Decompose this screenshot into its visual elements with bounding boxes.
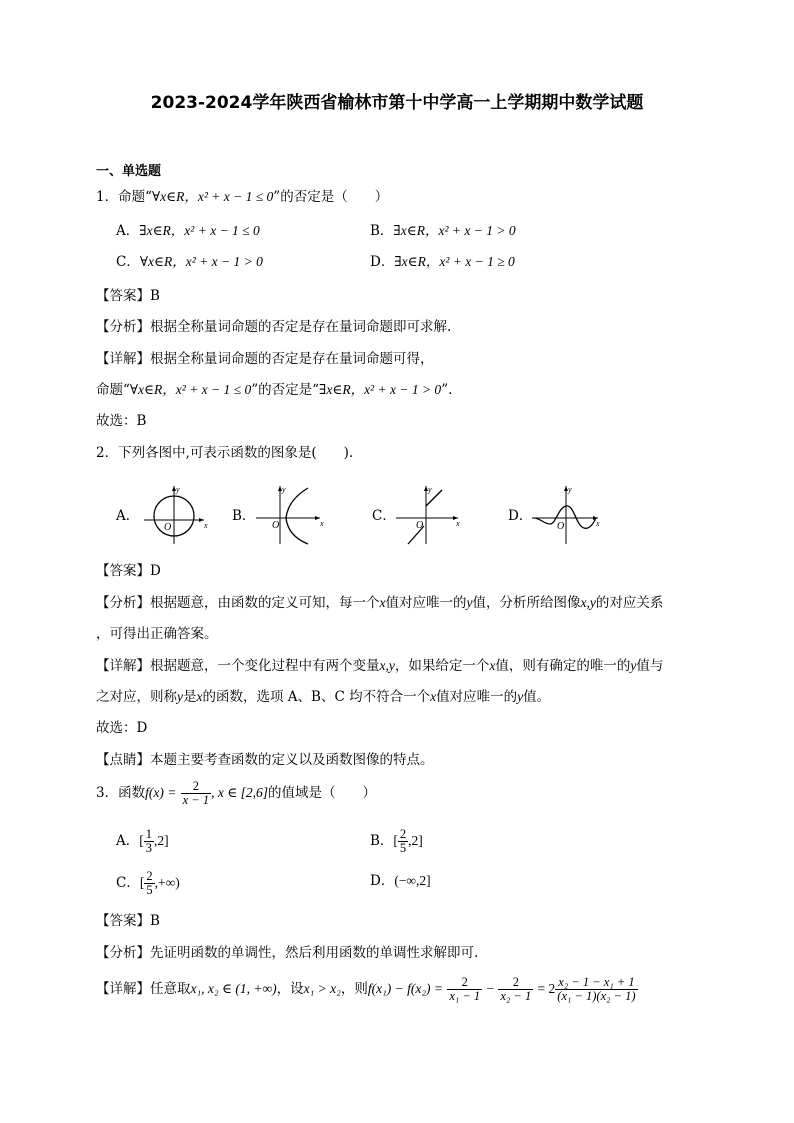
q1-option-d[interactable]: D．∃x∈R，x² + x − 1 ≥ 0 xyxy=(370,254,515,270)
q2-option-c-label[interactable]: C． xyxy=(372,508,396,524)
q2-comment: 【点睛】本题主要考查函数的定义以及函数图像的特点。 xyxy=(96,752,434,768)
page-title: 2023-2024学年陕西省榆林市第十中学高一上学期期中数学试题 xyxy=(150,93,644,113)
q3-option-c[interactable]: C．[ $\frac{2}{5}$ ,+∞) xyxy=(116,869,180,897)
origin-label: O xyxy=(416,520,424,531)
q2-detail-2: 之对应，则称y是x的函数，选项 A、B、C 均不符合一个x值对应唯一的y值。 xyxy=(96,689,551,705)
origin-label: O xyxy=(272,520,280,531)
q2-graph-d[interactable] xyxy=(530,482,604,546)
q1-number: 1． xyxy=(96,189,119,205)
q2-stem: 2．下列各图中,可表示函数的图象是( ). xyxy=(96,445,354,461)
section-heading: 一、单选题 xyxy=(96,164,162,179)
q3-detail: 【详解】任意取x₁, x₂ ∈ (1, +∞)，设x₁ > x₂，则f(x₁) − f(x₂) = $\frac{2}{\text{x₁ − 1}}$ − $\frac{2}{\text{x₂ − 1}}$ = 2 $\frac{\text{x₂ − 1 − x₁ + 1}}{\text{(x₁ − 1)(x₂ − 1)}}$ xyxy=(96,975,636,1003)
q2-graph-b[interactable] xyxy=(254,482,328,546)
q3-answer: 【答案】B xyxy=(96,913,160,929)
parabola-curve xyxy=(286,488,308,544)
q1-detail: 【详解】根据全称量词命题的否定是存在量词命题可得， xyxy=(96,351,434,367)
q1-option-a[interactable]: A．∃x∈R，x² + x − 1 ≤ 0 xyxy=(116,223,260,239)
x-label: x xyxy=(456,519,460,528)
q3-number: 3． xyxy=(96,785,119,801)
q2-option-d-label[interactable]: D． xyxy=(508,508,533,524)
q1-stem: 1．命题“∀x∈R，x² + x − 1 ≤ 0”的否定是（ ） xyxy=(96,189,389,205)
x-label: x xyxy=(320,519,324,528)
q1-option-b[interactable]: B．∃x∈R，x² + x − 1 > 0 xyxy=(370,223,516,239)
q2-graph-c[interactable] xyxy=(394,482,468,546)
q2-number: 2． xyxy=(96,445,119,461)
q2-analysis-2: ，可得出正确答案。 xyxy=(96,626,218,642)
q2-analysis: 【分析】根据题意，由函数的定义可知，每一个x值对应唯一的y值，分析所给图像x,y的对应关系 xyxy=(96,595,664,611)
q1-choose: 故选：B xyxy=(96,413,147,429)
q3-option-a[interactable]: A．[ $\frac{1}{3}$ ,2] xyxy=(116,827,169,855)
q3-stem: 3．函数f(x) = $\frac{2}{x - 1}$ , x ∈ [2,6]的值域是（ ） xyxy=(96,779,376,807)
q1-detail-2: 命题“∀x∈R，x² + x − 1 ≤ 0”的否定是“∃x∈R，x² + x − 1 > 0”. xyxy=(96,382,453,398)
q3-option-d[interactable]: D．(−∞,2] xyxy=(370,873,431,889)
y-label: y xyxy=(282,485,286,494)
sine-curve xyxy=(534,506,596,528)
q1-analysis: 【分析】根据全称量词命题的否定是存在量词命题即可求解. xyxy=(96,319,452,335)
y-label: y xyxy=(428,485,432,494)
q1-answer: 【答案】B xyxy=(96,288,160,304)
x-label: x xyxy=(204,521,208,530)
q1-math: ∀x∈R，x² + x − 1 ≤ 0 xyxy=(152,189,274,204)
q2-option-a-label[interactable]: A． xyxy=(116,508,140,524)
q3-fraction: $\frac{2}{x - 1}$ xyxy=(182,779,210,807)
x-label: x xyxy=(596,519,600,528)
q2-graph-a[interactable] xyxy=(140,482,210,546)
y-label: y xyxy=(568,485,572,494)
y-label: y xyxy=(176,485,180,494)
origin-label: O xyxy=(557,521,565,532)
q3-option-b[interactable]: B．[ $\frac{2}{5}$ ,2] xyxy=(370,827,423,855)
q2-answer: 【答案】D xyxy=(96,563,161,579)
q1-option-c[interactable]: C．∀x∈R，x² + x − 1 > 0 xyxy=(116,254,263,270)
origin-label: O xyxy=(164,522,172,533)
q3-analysis: 【分析】先证明函数的单调性，然后利用函数的单调性求解即可. xyxy=(96,945,479,961)
q2-option-b-label[interactable]: B． xyxy=(232,508,256,524)
q2-detail: 【详解】根据题意，一个变化过程中有两个变量x,y，如果给定一个x值，则有确定的唯一的y值与 xyxy=(96,658,664,674)
q2-choose: 故选：D xyxy=(96,720,148,736)
